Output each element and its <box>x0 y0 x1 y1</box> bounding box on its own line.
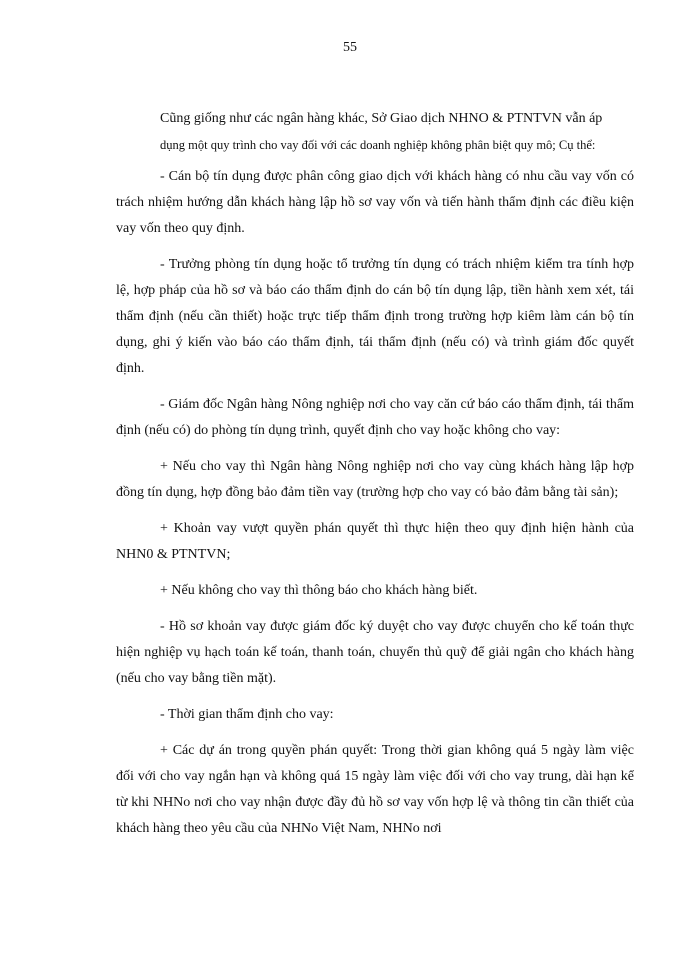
paragraph-exceeds-authority <box>116 516 634 568</box>
text-line: + Các dự án trong quyền phán quyết: Trong thời gian không quá 5 ngày làm <box>160 743 606 758</box>
text-line: tính hợp lệ, hợp pháp của hồ sơ và báo cáo thẩm định do cán bộ tín dụng lập, tiền <box>116 257 634 298</box>
text-line: hợp kiêm làm cán bộ tín dụng, ghi ý kiến vào báo cáo thẩm định, tái thẩm định (nếu <box>116 309 635 350</box>
text-line: hợp đồng tín dụng, hợp đồng bảo đảm tiền vay (trường hợp cho vay có bảo đảm <box>116 459 634 500</box>
text-line: vay: <box>535 423 561 438</box>
text-line: vốn có trách nhiệm hướng dẫn khách hàng lập hồ sơ vay vốn và tiến hành thẩm định <box>116 169 635 210</box>
text-line: Cũng giống như các ngân hàng khác, Sở Giao dịch NHNO & PTNTVN vẫn áp <box>160 111 603 126</box>
paragraph-credit-head <box>116 252 634 382</box>
paragraph-credit-officer <box>116 164 634 242</box>
paragraph-if-rejected <box>116 578 634 604</box>
text-line: + Nếu cho vay thì Ngân hàng Nông nghiệp nơi cho vay cùng khách hàng lập <box>160 459 608 474</box>
text-line: - Thời gian thẩm định cho vay: <box>160 707 334 722</box>
text-line: tái thẩm định (nếu có) do phòng tín dụng trình, quyết định cho vay hoặc không cho <box>116 397 634 438</box>
paragraph-loan-file <box>116 614 634 692</box>
text-line: việc đối với cho vay ngắn hạn và không quá 15 ngày làm việc đối với cho vay <box>116 743 634 784</box>
text-line: có) và trình giám đốc quyết định. <box>116 335 635 376</box>
text-line: cho khách hàng (nếu cho vay bằng tiền mặt). <box>116 645 634 686</box>
text-line: bằng tài sản); <box>542 485 619 500</box>
text-line: - Hồ sơ khoản vay được giám đốc ký duyệt cho vay được chuyển cho kế <box>160 619 577 634</box>
text-line: - Trưởng phòng tín dụng hoặc tổ trưởng tín dụng có trách nhiệm kiểm tra <box>160 257 583 272</box>
text-line: - Cán bộ tín dụng được phân công giao dịch với khách hàng có nhu cầu vay <box>160 169 592 184</box>
paragraph-projects <box>116 738 634 842</box>
text-line: + Nếu không cho vay thì thông báo cho khách hàng biết. <box>160 583 478 598</box>
text-line: và thông tin cần thiết của khách hàng theo yêu cầu của NHNo Việt Nam, NHNo nơi <box>116 795 635 836</box>
text-line: trung, dài hạn kể từ khi NHNo nơi cho vay nhận được đầy đủ hồ sơ vay vốn hợp lệ <box>116 769 635 810</box>
text-line: - Giám đốc Ngân hàng Nông nghiệp nơi cho vay căn cứ báo cáo thẩm định, <box>160 397 585 412</box>
text-line: toán thực hiện nghiệp vụ hạch toán kế toán, thanh toán, chuyển thủ quỹ để giải ngân <box>116 619 635 660</box>
paragraph-appraisal-time <box>116 702 634 728</box>
page-number: 55 <box>343 40 357 55</box>
text-line: các điều kiện vay vốn theo quy định. <box>116 195 635 236</box>
text-line: + Khoản vay vượt quyền phán quyết thì thực hiện theo quy định hiện hành <box>160 521 609 536</box>
text-line: dụng một quy trình cho vay đối với các doanh nghiệp không phân biệt quy mô; Cụ thể: <box>160 138 596 152</box>
text-line: của NHN0 & PTNTVN; <box>116 521 635 562</box>
paragraph-if-approved <box>116 454 634 506</box>
document-body <box>116 106 634 852</box>
paragraph-director <box>116 392 634 444</box>
paragraph-intro <box>116 106 634 158</box>
text-line: hành xem xét, tái thẩm định (nếu cần thiết) hoặc trực tiếp thẩm định trong trường <box>116 283 635 324</box>
